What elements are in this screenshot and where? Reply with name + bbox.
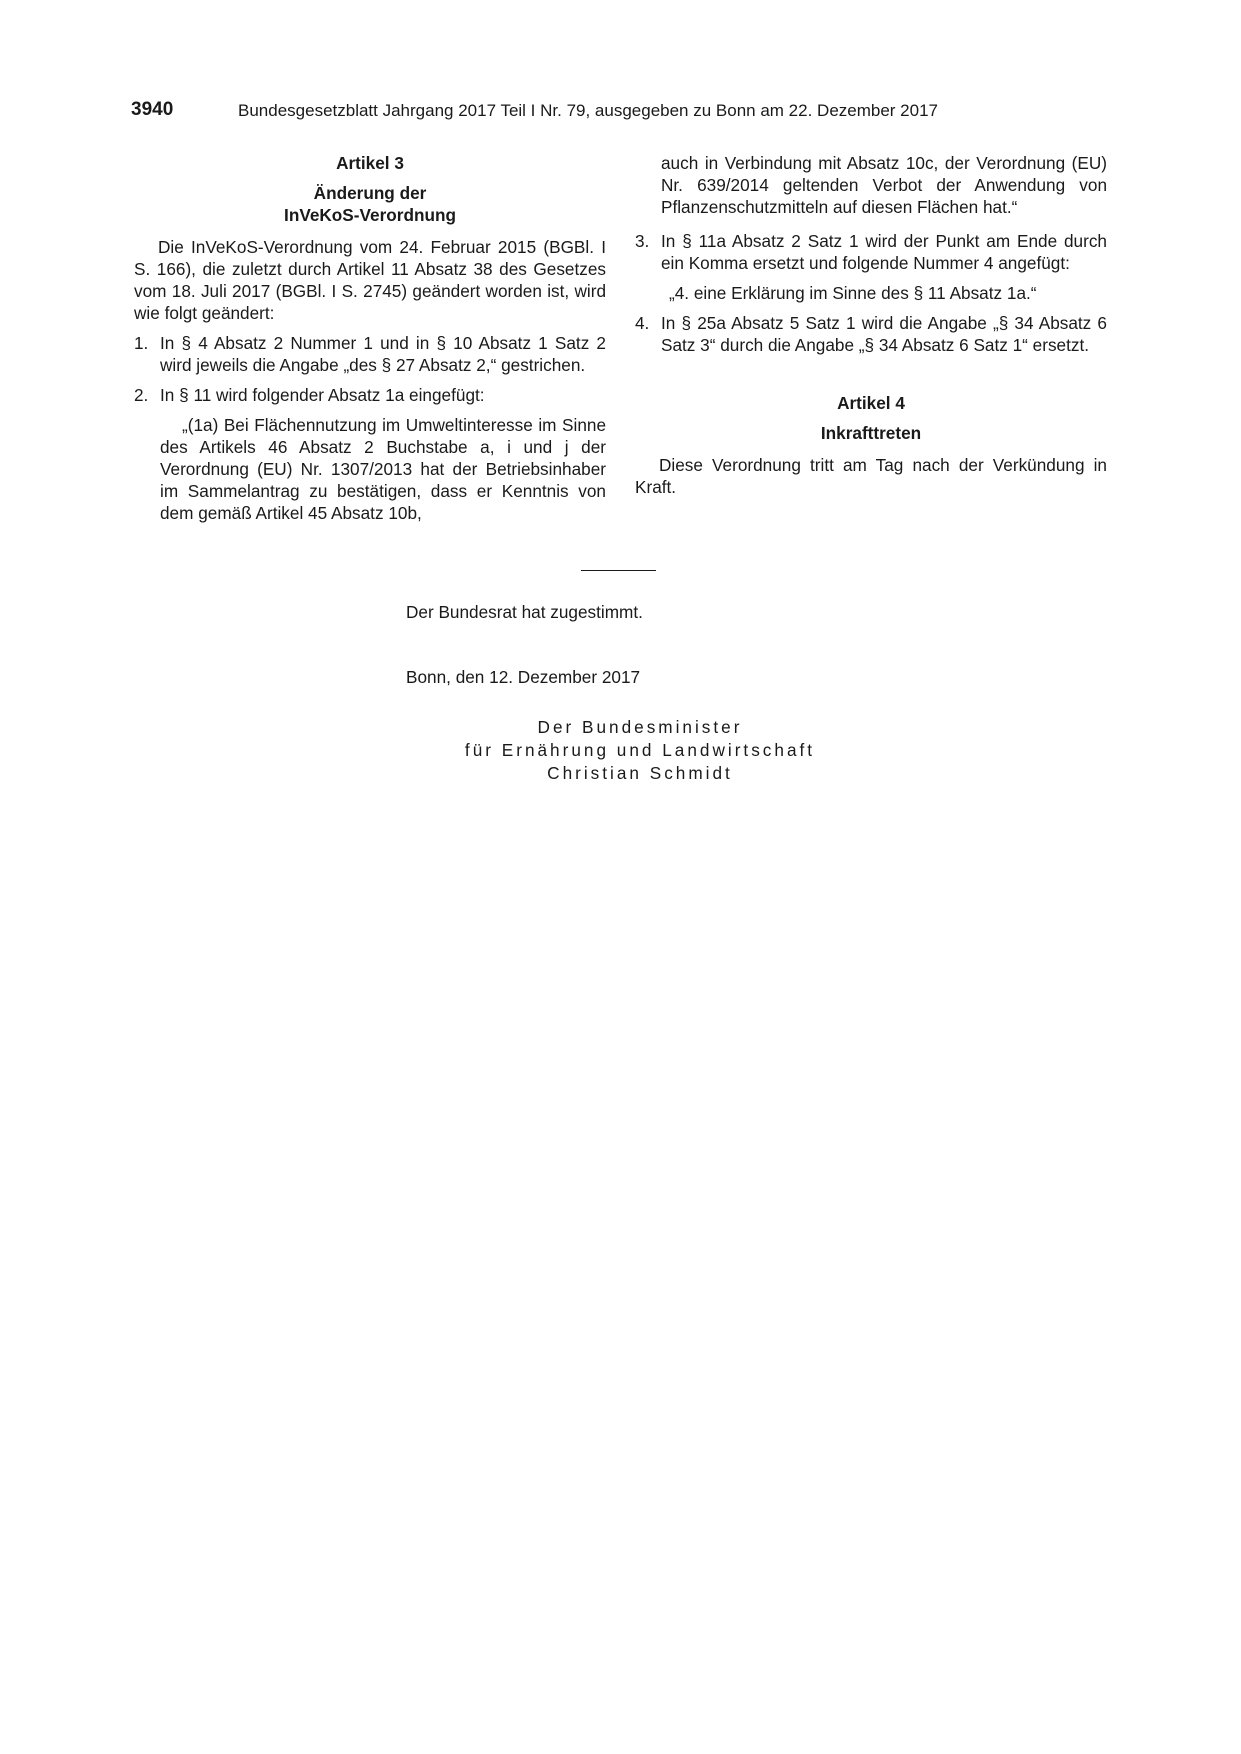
signature-block <box>350 716 930 785</box>
separator-line <box>581 570 656 571</box>
list-item-text: In § 4 Absatz 2 Nummer 1 und in § 10 Absatz 1 Satz 2 wird jeweils die Angabe „des § 27 Absatz 2,“ gestrichen. <box>160 333 606 375</box>
article-4-title: Inkrafttreten <box>820 423 922 443</box>
list-item-text: In § 11 wird folgender Absatz 1a eingefügt: <box>160 385 485 405</box>
article-3-title-line1: Änderung der <box>313 183 427 203</box>
place-date: Bonn, den 12. Dezember 2017 <box>406 667 641 687</box>
list-item-number: 1. <box>134 333 149 353</box>
signatory-name: Christian Schmidt <box>547 763 733 783</box>
quoted-paragraph-1a: „(1a) Bei Flächennutzung im Umweltinteresse im Sinne des Artikels 46 Absatz 2 Buchstabe a, i und j der Verordnung (EU) Nr. 1307/2013 hat der Betriebsinhaber im Sammelantrag zu bestätigen, dass er Kenntnis von dem gemäß Artikel 45 Absatz 10b, <box>160 415 606 523</box>
article-3-label: Artikel 3 <box>336 153 404 173</box>
right-column <box>635 152 1107 506</box>
signatory-title: Der Bundesminister <box>537 717 743 737</box>
page-number: 3940 <box>131 99 174 120</box>
list-item <box>134 332 606 376</box>
list-item-number: 2. <box>134 385 149 405</box>
article-3-intro: Die InVeKoS-Verordnung vom 24. Februar 2015 (BGBl. I S. 166), die zuletzt durch Artikel 11 Absatz 38 des Gesetzes vom 18. Juli 2017 (BGBl. I S. 2745) geändert worden ist, wird wie folgt geändert: <box>134 237 606 323</box>
list-item <box>635 230 1107 274</box>
list-item-number: 4. <box>635 313 650 333</box>
running-header: Bundesgesetzblatt Jahrgang 2017 Teil I Nr. 79, ausgegeben zu Bonn am 22. Dezember 2017 <box>238 101 938 120</box>
article-3-title-line2: InVeKoS-Verordnung <box>284 205 456 225</box>
list-item-text: In § 25a Absatz 5 Satz 1 wird die Angabe „§ 34 Absatz 6 Satz 3“ durch die Angabe „§ 34 Absatz 6 Satz 1“ ersetzt. <box>661 313 1107 355</box>
list-item <box>134 384 606 406</box>
list-item-text: In § 11a Absatz 2 Satz 1 wird der Punkt am Ende durch ein Komma ersetzt und folgende Nummer 4 angefügt: <box>661 231 1107 273</box>
list-item <box>635 312 1107 356</box>
quoted-number-4: „4. eine Erklärung im Sinne des § 11 Absatz 1a.“ <box>669 283 1037 303</box>
signatory-ministry: für Ernährung und Landwirtschaft <box>464 740 816 760</box>
article-4-label: Artikel 4 <box>837 393 905 413</box>
article-4-text: Diese Verordnung tritt am Tag nach der Verkündung in Kraft. <box>635 455 1107 497</box>
quoted-paragraph-1a-continued: auch in Verbindung mit Absatz 10c, der Verordnung (EU) Nr. 639/2014 geltenden Verbot der Anwendung von Pflanzenschutzmitteln auf diesen Flächen hat.“ <box>661 153 1107 217</box>
left-column <box>134 152 606 524</box>
list-item-number: 3. <box>635 231 650 251</box>
consent-statement: Der Bundesrat hat zugestimmt. <box>406 602 643 622</box>
